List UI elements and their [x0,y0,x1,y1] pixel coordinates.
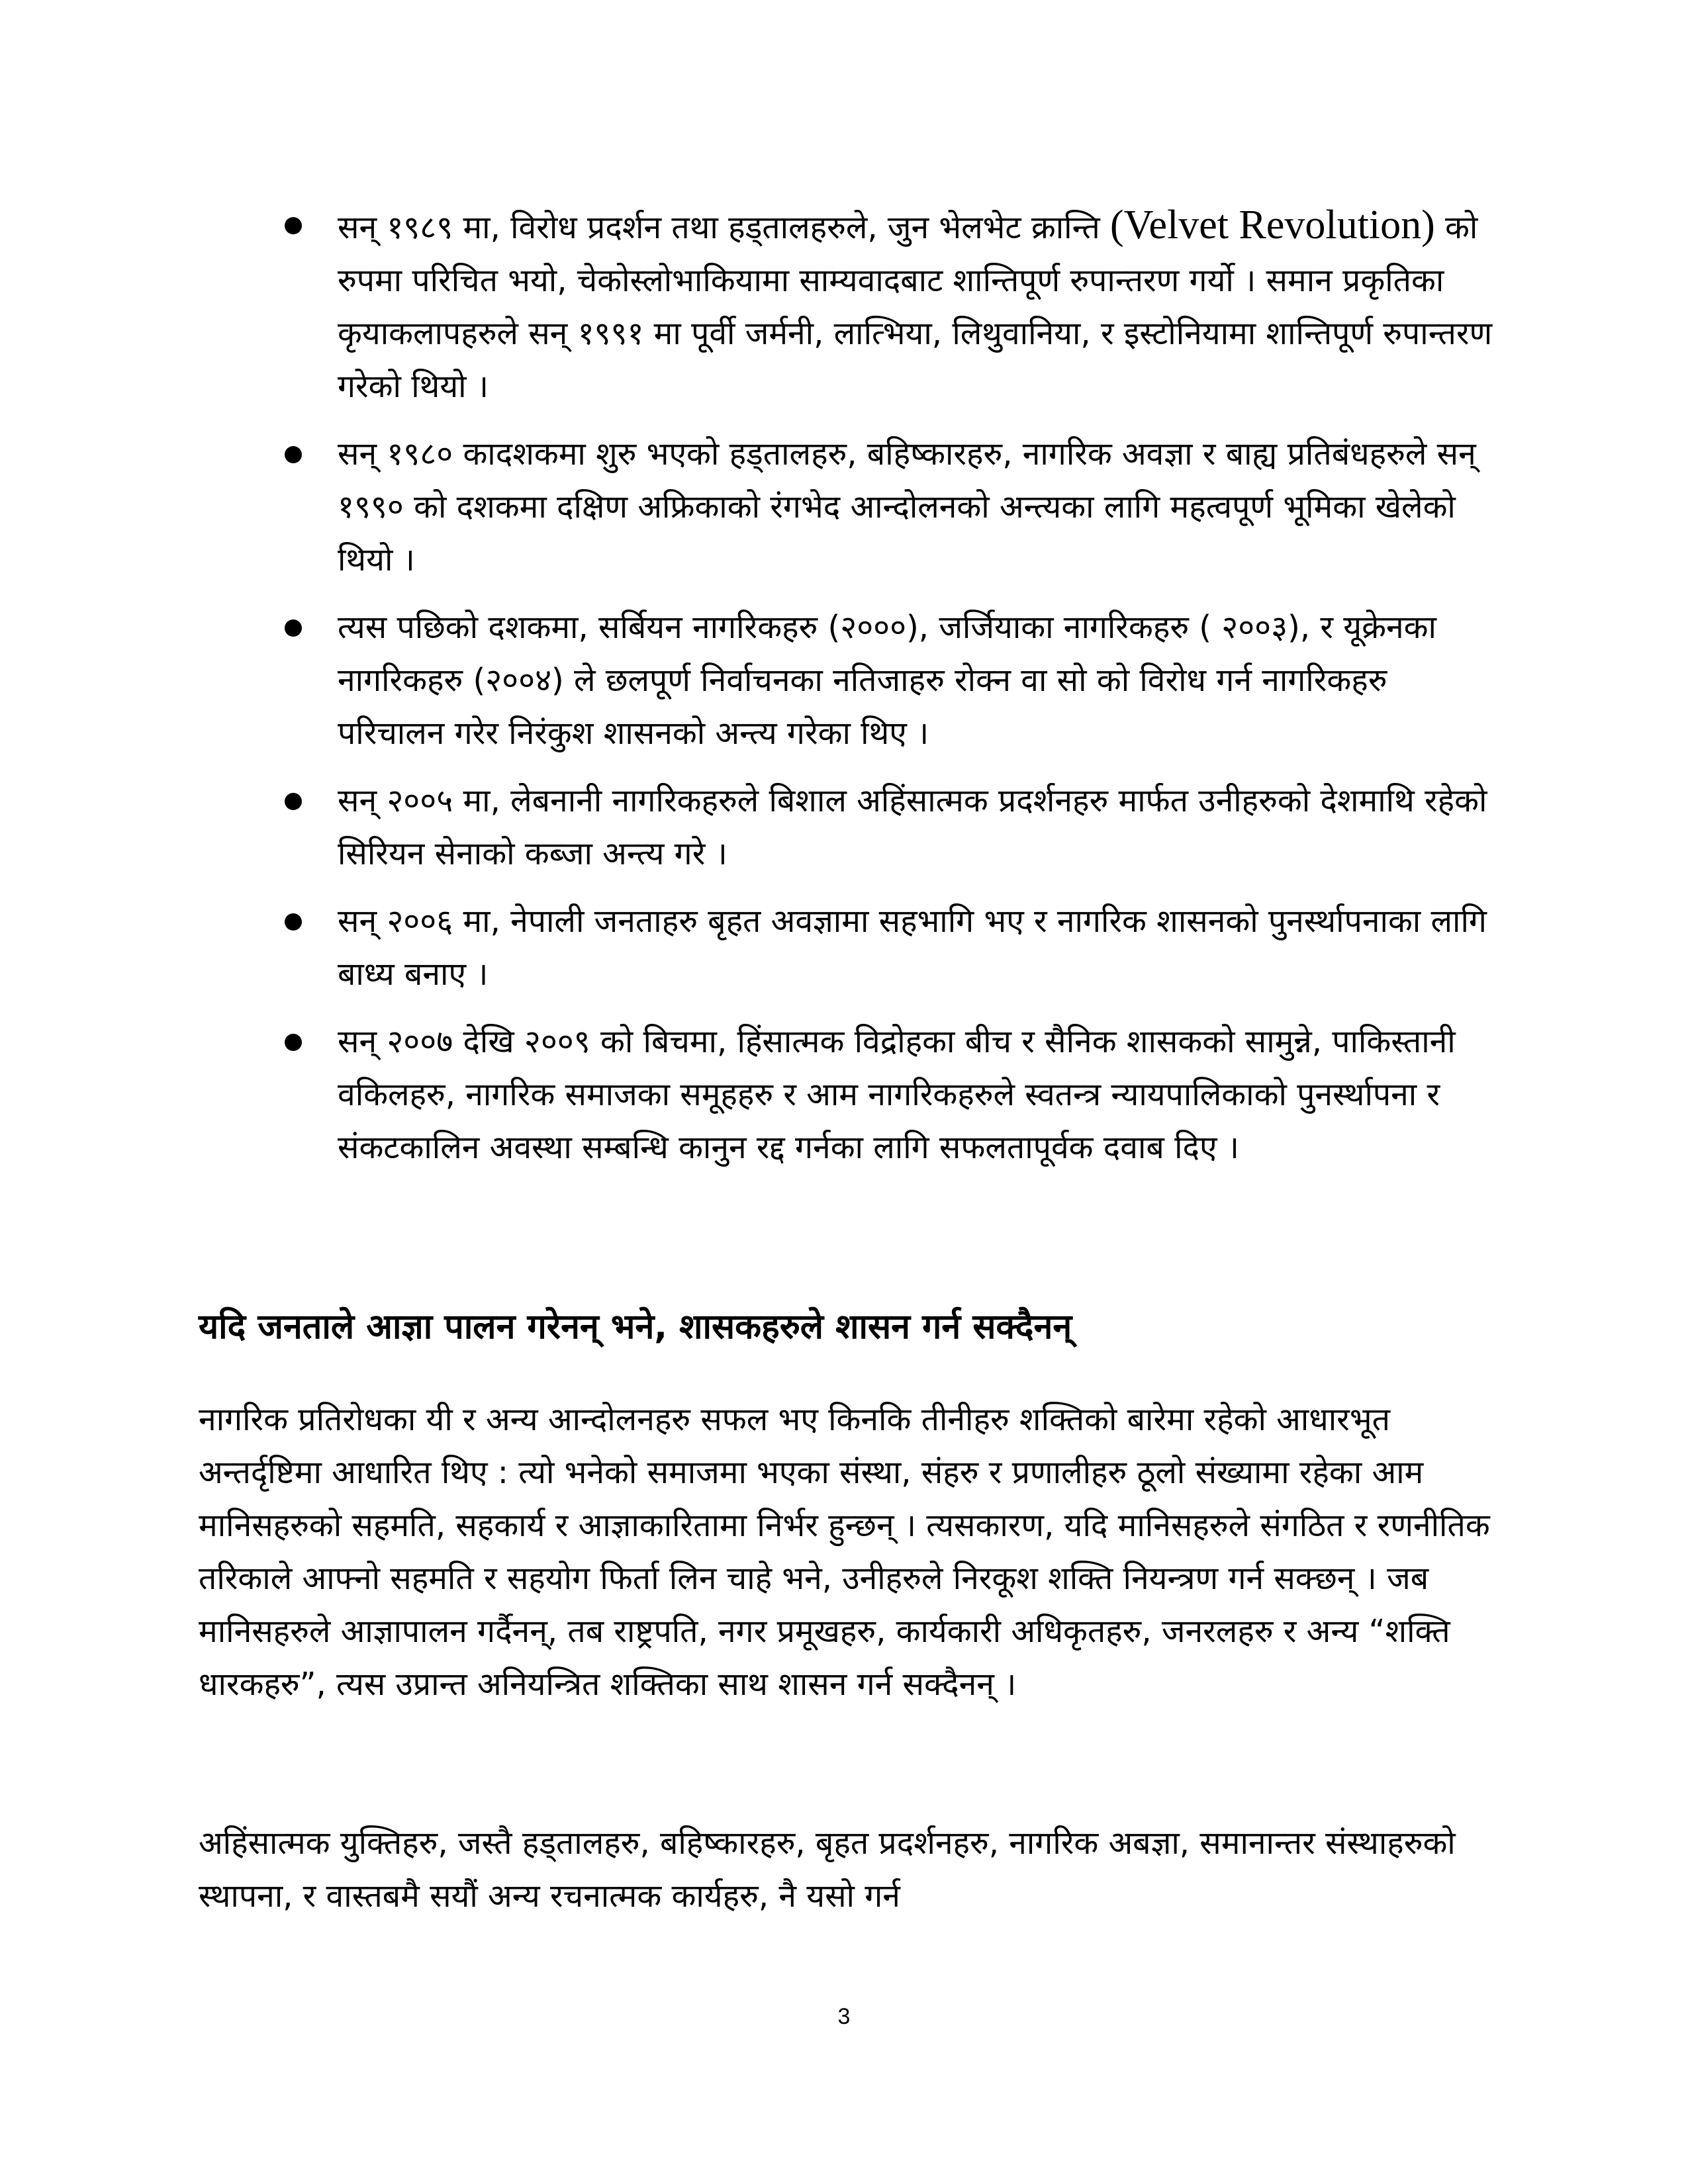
list-item [285,199,1496,413]
list-item [285,601,1496,760]
list-item-text: सन् १९८९ मा, विरोध प्रदर्शन तथा हड्तालहरुले, जुन भेलभेट क्रान्ति (Velvet Revolution) को रुपमा परिचित भयो, चेकोस्लोभाकियामा साम्यवादबाट शान्तिपूर्ण रुपान्तरण गर्यो । समान प्रकृतिका कृयाकलापहरुले सन् १९९१ मा पूर्वी जर्मनी, लात्भिया, लिथुवानिया, र इस्टोनियामा शान्तिपूर्ण रुपान्तरण गरेको थियो । [338,203,1493,405]
list-item-text: सन् २००५ मा, लेबनानी नागरिकहरुले बिशाल अहिंसात्मक प्रदर्शनहरु मार्फत उनीहरुको देशमाथि रहेको सिरियन सेनाको कब्जा अन्त्य गरे । [338,782,1487,872]
bullet-list [285,199,1496,1189]
bullet-icon [285,446,302,463]
list-item-text: सन् २००६ मा, नेपाली जनताहरु बृहत अवज्ञामा सहभागि भए र नागरिक शासनको पुनर्स्थापनाका लागि बाध्य बनाए । [338,903,1487,993]
list-item [285,428,1496,586]
body-paragraph: नागरिक प्रतिरोधका यी र अन्य आन्दोलनहरु सफल भए किनकि तीनीहरु शक्तिको बारेमा रहेको आधारभूत अन्तर्दृष्टिमा आधारित थिए : त्यो भनेको समाजमा भएका संस्था, संहरु र प्रणालीहरु ठूलो संख्यामा रहेका आम मानिसहरुको सहमति, सहकार्य र आज्ञाकारितामा निर्भर हुन्छन् । त्यसकारण, यदि मानिसहरुले संगठित र रणनीतिक तरिकाले आफ्नो सहमति र सहयोग फिर्ता लिन चाहे भने, उनीहरुले निरकूश शक्ति नियन्त्रण गर्न सक्छन् । जब मानिसहरुले आज्ञापालन गर्दैनन्, तब राष्ट्रपति, नगर प्रमूखहरु, कार्यकारी अधिकृतहरु, जनरलहरु र अन्य “शक्ति धारकहरु”, त्यस उप्रान्त अनियन्त्रित शक्तिका साथ शासन गर्न सक्दैनन् । [199,1401,1490,1703]
bullet-icon [285,217,302,234]
bullet-icon [285,793,302,810]
page-number: 3 [837,2004,851,2029]
bullet-icon [285,913,302,931]
velvet-revolution-term: (Velvet Revolution) [1110,203,1435,248]
bullet-icon [285,619,302,637]
list-item-text: सन् १९८० कादशकमा शुरु भएको हड्तालहरु, बहिष्कारहरु, नागरिक अवज्ञा र बाह्य प्रतिबंधहरुले सन् १९९० को दशकमा दक्षिण अफ्रिकाको रंगभेद आन्दोलनको अन्त्यका लागि महत्वपूर्ण भूमिका खेलेको थियो । [338,435,1476,578]
bullet-icon [285,1034,302,1051]
list-item [285,1015,1496,1174]
body-paragraph: अहिंसात्मक युक्तिहरु, जस्तै हड्तालहरु, बहिष्कारहरु, बृहत प्रदर्शनहरु, नागरिक अबज्ञा, समानान्तर संस्थाहरुको स्थापना, र वास्तबमै सयौं अन्य रचनात्मक कार्यहरु, नै यसो गर्न [199,1825,1456,1915]
section-heading: यदि जनताले आज्ञा पालन गरेनन् भने, शासकहरुले शासन गर्न सक्दैनन् [199,1307,1072,1347]
list-item [285,895,1496,1001]
list-item-text: सन् २००७ देखि २००९ को बिचमा, हिंसात्मक विद्रोहका बीच र सैनिक शासकको सामुन्ने, पाकिस्तानी वकिलहरु, नागरिक समाजका समूहहरु र आम नागरिकहरुले स्वतन्त्र न्यायपालिकाको पुनर्स्थापना र संकटकालिन अवस्था सम्बन्धि कानुन रद्द गर्नका लागि सफलतापूर्वक दवाब दिए । [338,1023,1456,1166]
list-item-text: त्यस पछिको दशकमा, सर्बियन नागरिकहरु (२०००), जर्जियाका नागरिकहरु ( २००३), र यूक्रेनका नागरिकहरु (२००४) ले छलपूर्ण निर्वाचनका नतिजाहरु रोक्न वा सो को विरोध गर्न नागरिकहरु परिचालन गरेर निरंकुश शासनको अन्त्य गरेका थिए । [338,609,1436,752]
list-item [285,774,1496,880]
